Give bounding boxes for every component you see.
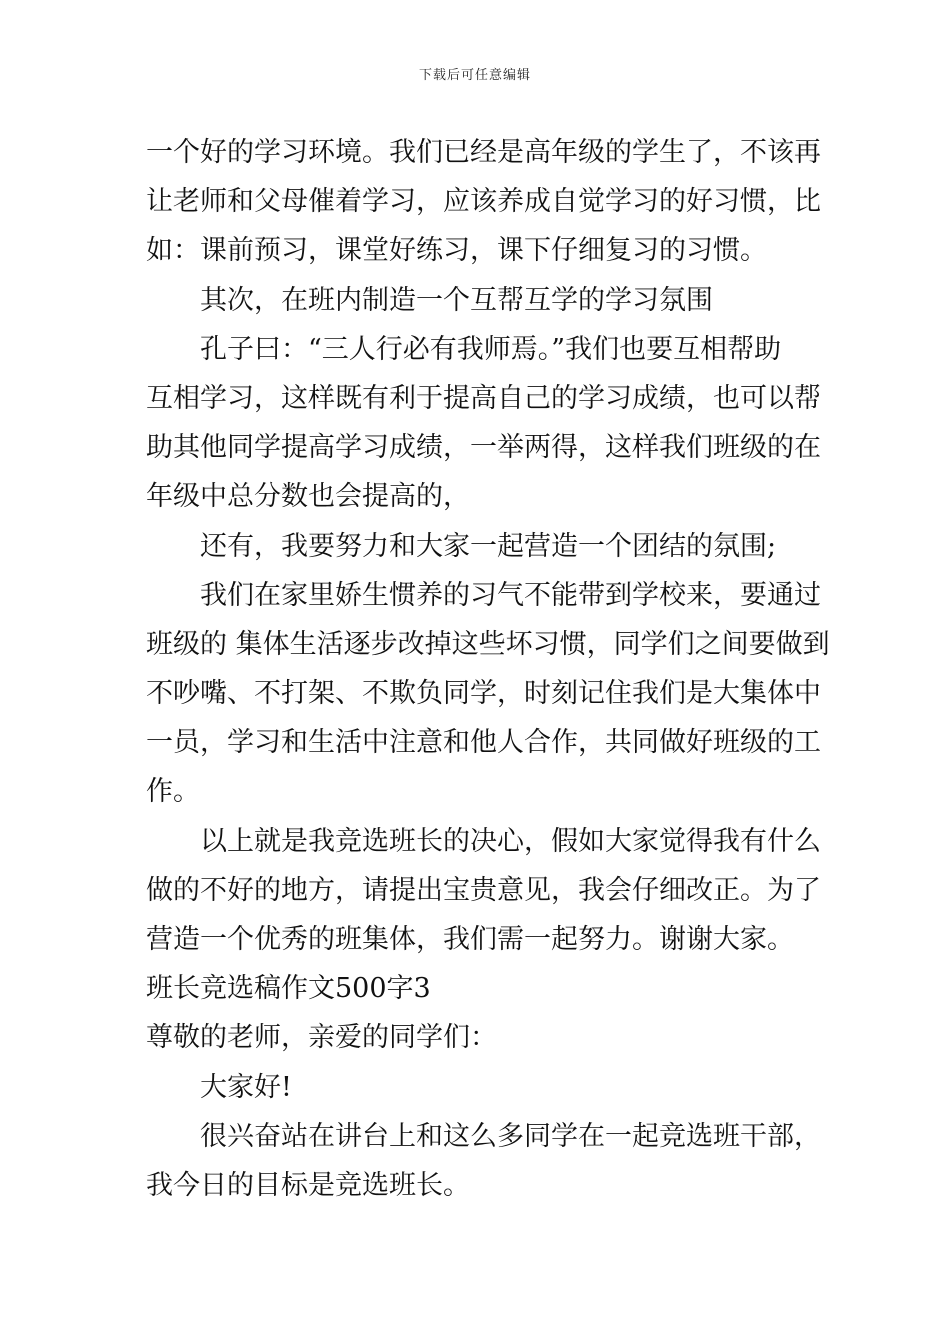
text-line: 年级中总分数也会提高的， xyxy=(146,481,470,513)
text-line: 一员，学习和生活中注意和他人合作，共同做好班级的工 xyxy=(146,727,821,759)
greeting: 大家好! xyxy=(200,1071,292,1103)
page-header: 下载后可任意编辑 xyxy=(418,68,531,83)
text-line: 作。 xyxy=(146,776,200,808)
text-line: 做的不好的地方，请提出宝贵意见，我会仔细改正。为了 xyxy=(146,874,821,906)
section-title: 班长竞选稿作文500字3 xyxy=(146,973,431,1005)
text-line: 班级的 集体生活逐步改掉这些坏习惯，同学们之间要做到 xyxy=(146,628,830,660)
text-line: 我今日的目标是竞选班长。 xyxy=(146,1169,470,1201)
text-line: 一个好的学习环境。我们已经是高年级的学生了，不该再 xyxy=(146,137,821,168)
text-line: 营造一个优秀的班集体，我们需一起努力。谢谢大家。 xyxy=(146,924,794,955)
text-line: 让老师和父母催着学习，应该养成自觉学习的好习惯，比 xyxy=(146,186,821,218)
text-line: 互相学习，这样既有利于提高自己的学习成绩，也可以帮 xyxy=(146,382,821,414)
text-line: 很兴奋站在讲台上和这么多同学在一起竞选班干部， xyxy=(200,1120,821,1152)
salutation: 尊敬的老师，亲爱的同学们： xyxy=(146,1022,497,1054)
paragraph-heading: 其次，在班内制造一个互帮互学的学习氛围 xyxy=(200,284,713,316)
text-line: 我们在家里娇生惯养的习气不能带到学校来，要通过 xyxy=(200,579,821,611)
text-line: 以上就是我竞选班长的决心，假如大家觉得我有什么 xyxy=(200,825,821,857)
text-line: 孔子曰：“三人行必有我师焉。”我们也要互相帮助 xyxy=(200,333,782,365)
document-body xyxy=(146,128,830,1210)
text-line: 如：课前预习，课堂好练习，课下仔细复习的习惯。 xyxy=(146,235,767,267)
paragraph-heading: 还有，我要努力和大家一起营造一个团结的氛围; xyxy=(200,530,777,562)
text-line: 不吵嘴、不打架、不欺负同学，时刻记住我们是大集体中 xyxy=(146,678,821,710)
text-line: 助其他同学提高学习成绩，一举两得，这样我们班级的在 xyxy=(146,432,821,464)
